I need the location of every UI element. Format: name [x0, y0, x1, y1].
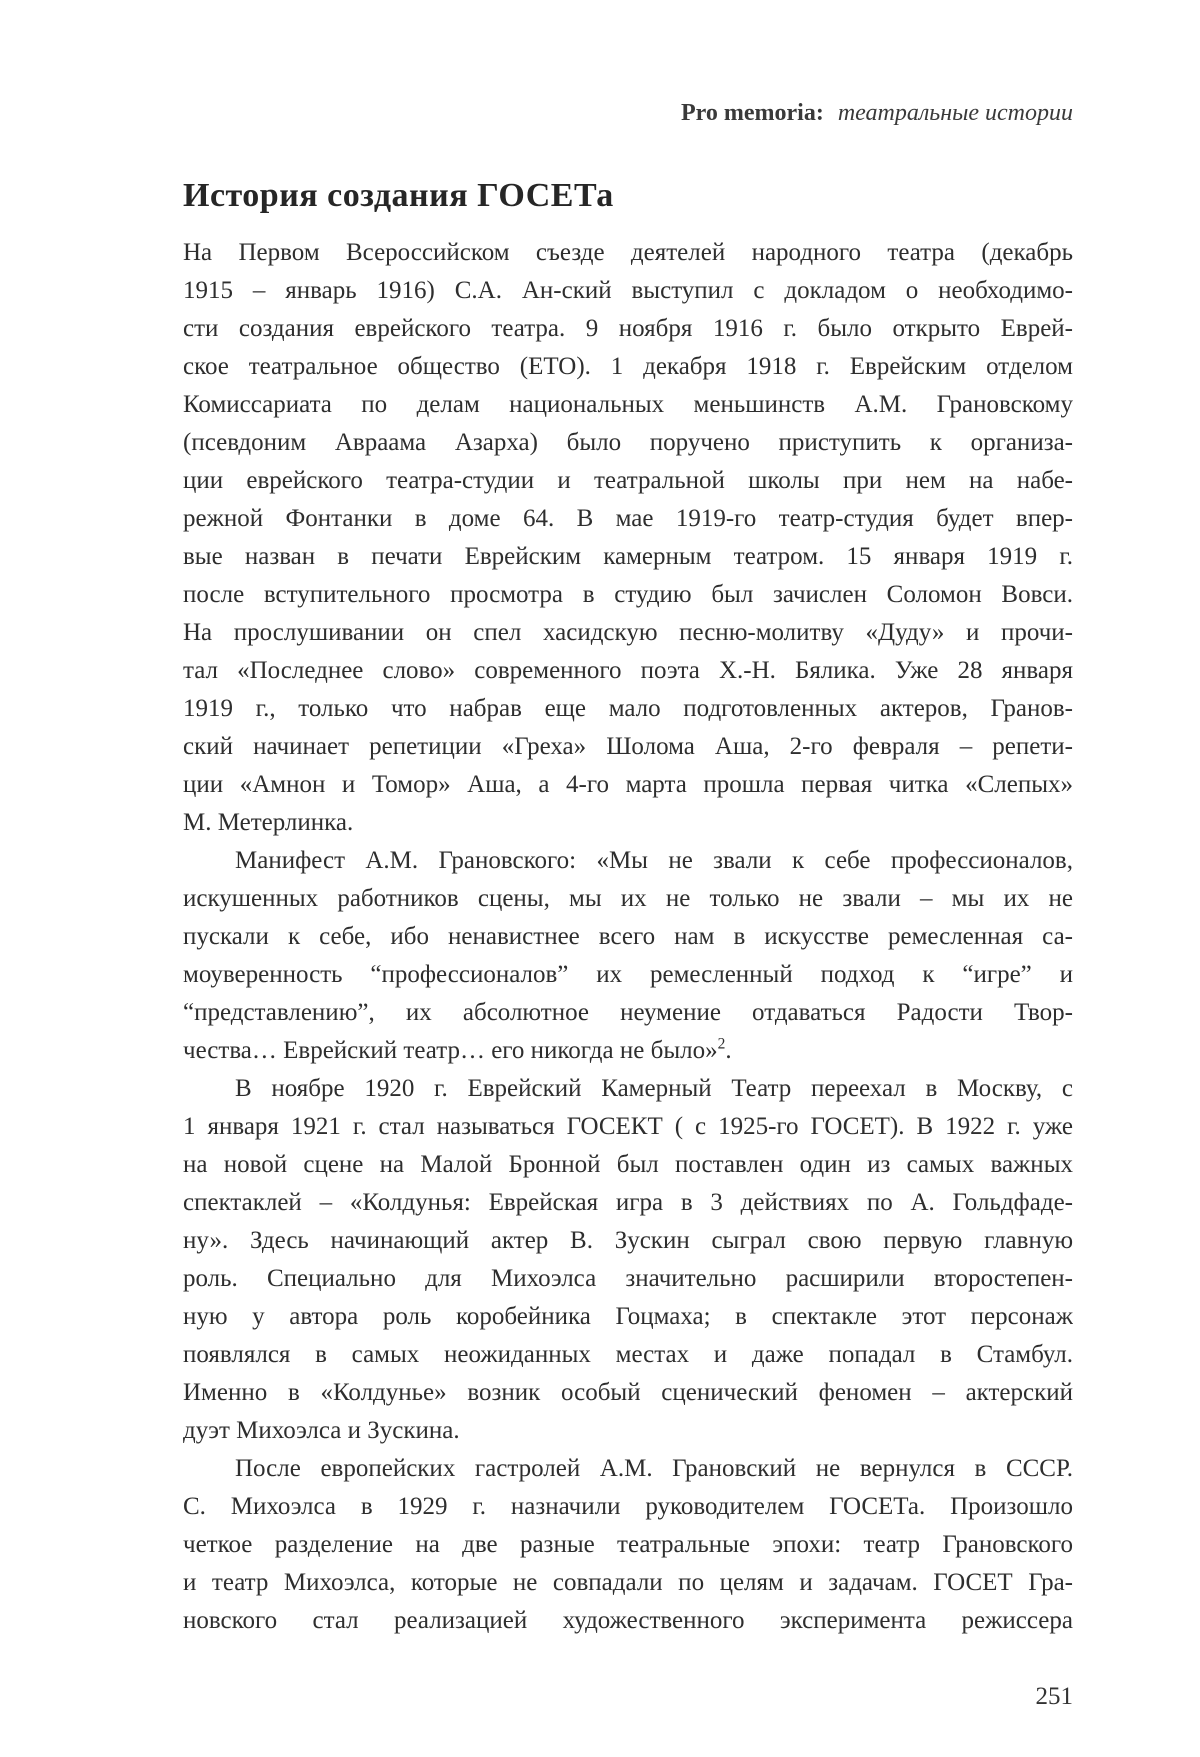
text-line: тал «Последнее слово» современного поэта Х.-Н. Бялика. Уже 28 января	[183, 657, 1073, 684]
text-line: (псевдоним Авраама Азарха) было поручено приступить к организа-	[183, 429, 1073, 456]
text-line: ну». Здесь начинающий актер В. Зускин сыграл свою первую главную	[183, 1227, 1073, 1254]
text-column	[183, 0, 1073, 1712]
paragraph	[183, 234, 1073, 842]
body-text	[183, 234, 1073, 1640]
text-line: ский начинает репетиции «Греха» Шолома Аша, 2-го февраля – репети-	[183, 733, 1073, 760]
text-line-segment: .	[725, 1037, 732, 1064]
text-line: четкое разделение на две разные театральные эпохи: театр Грановского	[183, 1531, 1073, 1558]
text-line: 1915 – январь 1916) С.А. Ан-ский выступил с докладом о необходимо-	[183, 277, 1073, 304]
text-line: пускали к себе, ибо ненавистнее всего нам в искусстве ремесленная са-	[183, 923, 1073, 950]
text-line: ции «Амнон и Томор» Аша, а 4-го марта прошла первая читка «Слепых»	[183, 771, 1073, 798]
text-line: сти создания еврейского театра. 9 ноября 1916 г. было открыто Еврей-	[183, 315, 1073, 342]
text-line: вые назван в печати Еврейским камерным театром. 15 января 1919 г.	[183, 543, 1073, 570]
footnote-ref: 2	[717, 1035, 726, 1053]
text-line: на новой сцене на Малой Бронной был поставлен один из самых важных	[183, 1151, 1073, 1178]
text-line: и театр Михоэлса, которые не совпадали по целям и задачам. ГОСЕТ Гра-	[183, 1569, 1073, 1596]
text-line: новского стал реализацией художественного эксперимента режиссера	[183, 1607, 1073, 1634]
text-line: М. Метерлинка.	[183, 809, 354, 836]
text-line	[183, 1032, 1073, 1070]
text-line: 1 января 1921 г. стал называться ГОСЕКТ ( с 1925-го ГОСЕТ). В 1922 г. уже	[183, 1113, 1073, 1140]
text-line: моуверенность “профессионалов” их ремесленный подход к “игре” и	[183, 961, 1073, 988]
running-header	[183, 98, 1073, 128]
paragraph	[183, 1070, 1073, 1450]
text-line: спектаклей – «Колдунья: Еврейская игра в 3 действиях по А. Гольдфаде-	[183, 1189, 1073, 1216]
page-title: История создания ГОСЕТа	[183, 177, 614, 214]
text-line: Комиссариата по делам национальных меньшинств А.М. Грановскому	[183, 391, 1073, 418]
running-header-section: театральные истории	[837, 100, 1073, 126]
text-line: “представлению”, их абсолютное неумение отдаваться Радости Твор-	[183, 999, 1073, 1026]
text-line: На прослушивании он спел хасидскую песню-молитву «Дуду» и прочи-	[183, 619, 1073, 646]
page-number: 251	[1035, 1683, 1073, 1710]
text-line: 1919 г., только что набрав еще мало подготовленных актеров, Гранов-	[183, 695, 1073, 722]
text-line: С. Михоэлса в 1929 г. назначили руководителем ГОСЕТа. Произошло	[183, 1493, 1073, 1520]
text-line: В ноябре 1920 г. Еврейский Камерный Театр переехал в Москву, с	[235, 1075, 1073, 1102]
text-line: искушенных работников сцены, мы их не только не звали – мы их не	[183, 885, 1073, 912]
text-line: режной Фонтанки в доме 64. В мае 1919-го театр-студия будет впер-	[183, 505, 1073, 532]
text-line: ную у автора роль коробейника Гоцмаха; в спектакле этот персонаж	[183, 1303, 1073, 1330]
running-header-series: Pro memoria:	[680, 100, 824, 126]
paragraph	[183, 1450, 1073, 1640]
text-line-segment: чества… Еврейский театр… его никогда не было»	[183, 1037, 718, 1064]
text-line: После европейских гастролей А.М. Грановский не вернулся в СССР.	[235, 1455, 1073, 1482]
text-line: ское театральное общество (ЕТО). 1 декабря 1918 г. Еврейским отделом	[183, 353, 1073, 380]
text-line: дуэт Михоэлса и Зускина.	[183, 1417, 460, 1444]
text-line: ции еврейского театра-студии и театральной школы при нем на набе-	[183, 467, 1073, 494]
text-line: после вступительного просмотра в студию был зачислен Соломон Вовси.	[183, 581, 1073, 608]
paragraph	[183, 842, 1073, 1070]
text-line: На Первом Всероссийском съезде деятелей народного театра (декабрь	[183, 239, 1073, 266]
text-line: Именно в «Колдунье» возник особый сценический феномен – актерский	[183, 1379, 1073, 1406]
text-line: роль. Специально для Михоэлса значительно расширили второстепен-	[183, 1265, 1073, 1292]
text-line: Манифест А.М. Грановского: «Мы не звали к себе профессионалов,	[235, 847, 1073, 874]
text-line: появлялся в самых неожиданных местах и даже попадал в Стамбул.	[183, 1341, 1073, 1368]
